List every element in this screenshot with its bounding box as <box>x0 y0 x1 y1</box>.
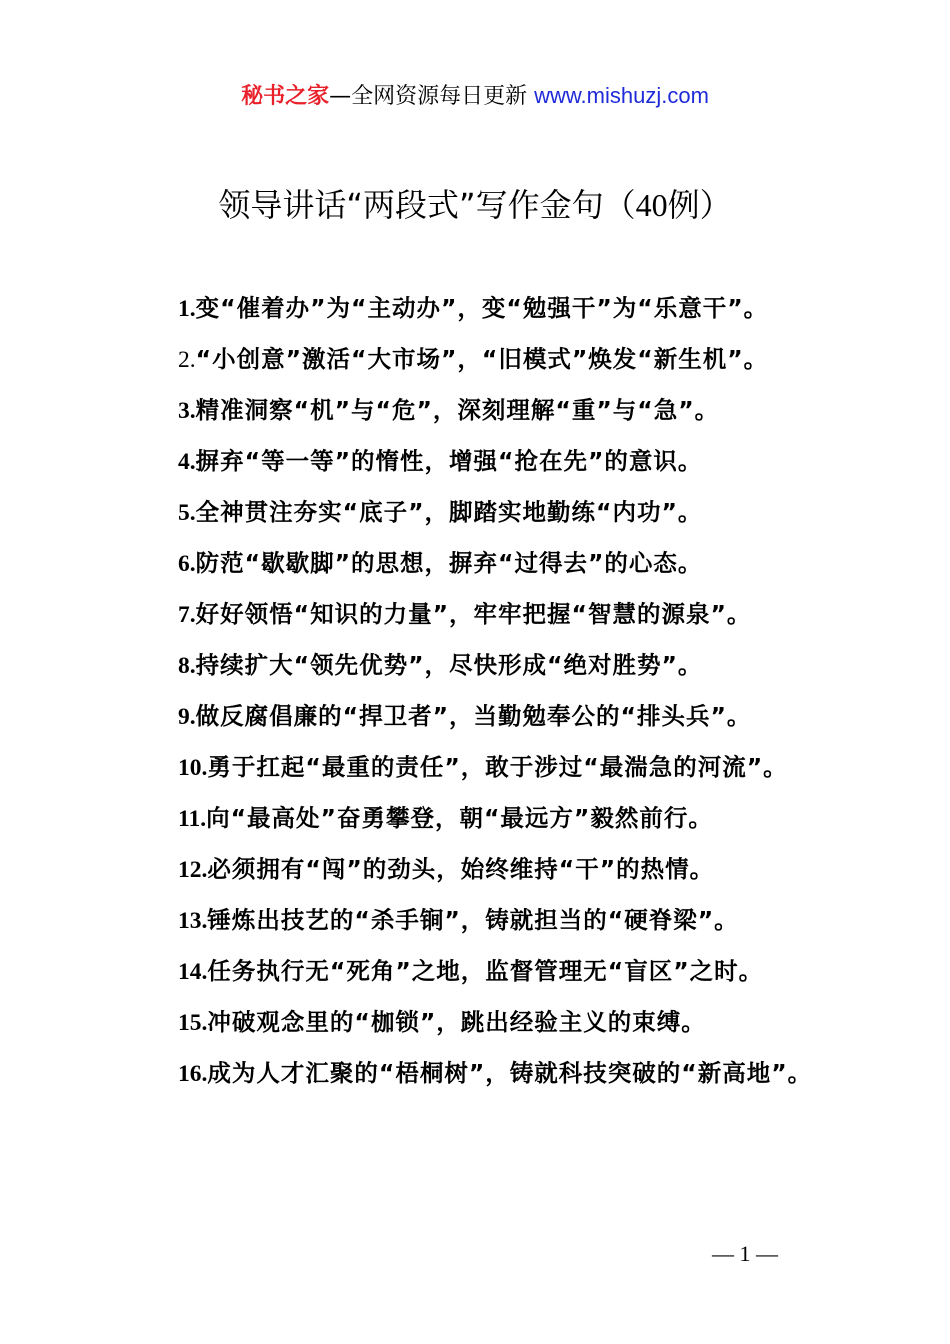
title-number: 40 <box>635 187 668 223</box>
item-text: 成为人才汇聚的“梧桐树”，铸就科技突破的“新高地”。 <box>207 1059 813 1087</box>
title-text-after: 例） <box>667 186 732 224</box>
item-number: 7. <box>178 602 196 628</box>
item-number: 14. <box>178 959 208 985</box>
item-text: 精准洞察“机”与“危”，深刻理解“重”与“急”。 <box>195 396 720 424</box>
list-item <box>128 895 838 946</box>
brand-name: 秘书之家 <box>241 84 330 109</box>
item-number: 12. <box>178 857 208 883</box>
item-text: 防范“歇歇脚”的思想，摒弃“过得去”的心态。 <box>195 549 703 577</box>
item-text: 任务执行无“死角”之地，监督管理无“盲区”之时。 <box>207 957 764 985</box>
item-text: 摒弃“等一等”的惰性，增强“抢在先”的意识。 <box>195 447 703 475</box>
item-number: 16. <box>178 1061 208 1087</box>
list-item <box>128 793 838 844</box>
item-text: 变“催着办”为“主动办”，变“勉强干”为“乐意干”。 <box>195 294 769 322</box>
title-text-before: 领导讲话“两段式”写作金句（ <box>218 186 636 224</box>
item-text: 持续扩大“领先优势”，尽快形成“绝对胜势”。 <box>195 651 703 679</box>
site-header <box>0 80 950 113</box>
list-item <box>128 538 838 589</box>
list-item <box>128 385 838 436</box>
list-item <box>128 1048 838 1099</box>
item-text: 做反腐倡廉的“捍卫者”，当勤勉奉公的“排头兵”。 <box>195 702 752 730</box>
item-text: “小创意”激活“大市场”，“旧模式”焕发“新生机”。 <box>195 345 769 373</box>
item-number: 3. <box>178 398 196 424</box>
header-tagline: —全网资源每日更新 <box>329 84 528 109</box>
item-number: 4. <box>178 449 196 475</box>
item-number: 11. <box>178 806 207 832</box>
item-number: 13. <box>178 908 208 934</box>
item-text: 必须拥有“闯”的劲头，始终维持“干”的热情。 <box>207 855 715 883</box>
item-text: 勇于扛起“最重的责任”，敢于涉过“最湍急的河流”。 <box>207 753 788 781</box>
list-item <box>128 589 838 640</box>
list-item <box>128 844 838 895</box>
list-item <box>128 997 838 1048</box>
list-item <box>128 691 838 742</box>
page-number: — 1 — <box>712 1241 778 1266</box>
item-number: 5. <box>178 500 196 526</box>
site-url-link[interactable]: www.mishuzj.com <box>534 83 709 108</box>
item-text: 冲破观念里的“枷锁”，跳出经验主义的束缚。 <box>207 1008 706 1036</box>
list-item <box>128 946 838 997</box>
list-item <box>128 640 838 691</box>
list-item <box>128 334 838 385</box>
item-number: 9. <box>178 704 196 730</box>
list-item <box>128 283 838 334</box>
item-number: 2. <box>178 347 196 373</box>
document-title <box>0 183 950 227</box>
item-text: 全神贯注夯实“底子”，脚踏实地勤练“内功”。 <box>195 498 703 526</box>
item-number: 1. <box>178 296 196 322</box>
list-item <box>128 436 838 487</box>
item-number: 15. <box>178 1010 208 1036</box>
item-text: 好好领悟“知识的力量”，牢牢把握“智慧的源泉”。 <box>195 600 752 628</box>
list-item <box>128 742 838 793</box>
quote-list <box>128 283 838 1099</box>
item-number: 10. <box>178 755 208 781</box>
item-number: 8. <box>178 653 196 679</box>
item-number: 6. <box>178 551 196 577</box>
item-text: 锤炼出技艺的“杀手锏”，铸就担当的“硬脊梁”。 <box>207 906 739 934</box>
item-text: 向“最高处”奋勇攀登，朝“最远方”毅然前行。 <box>206 804 713 832</box>
list-item <box>128 487 838 538</box>
